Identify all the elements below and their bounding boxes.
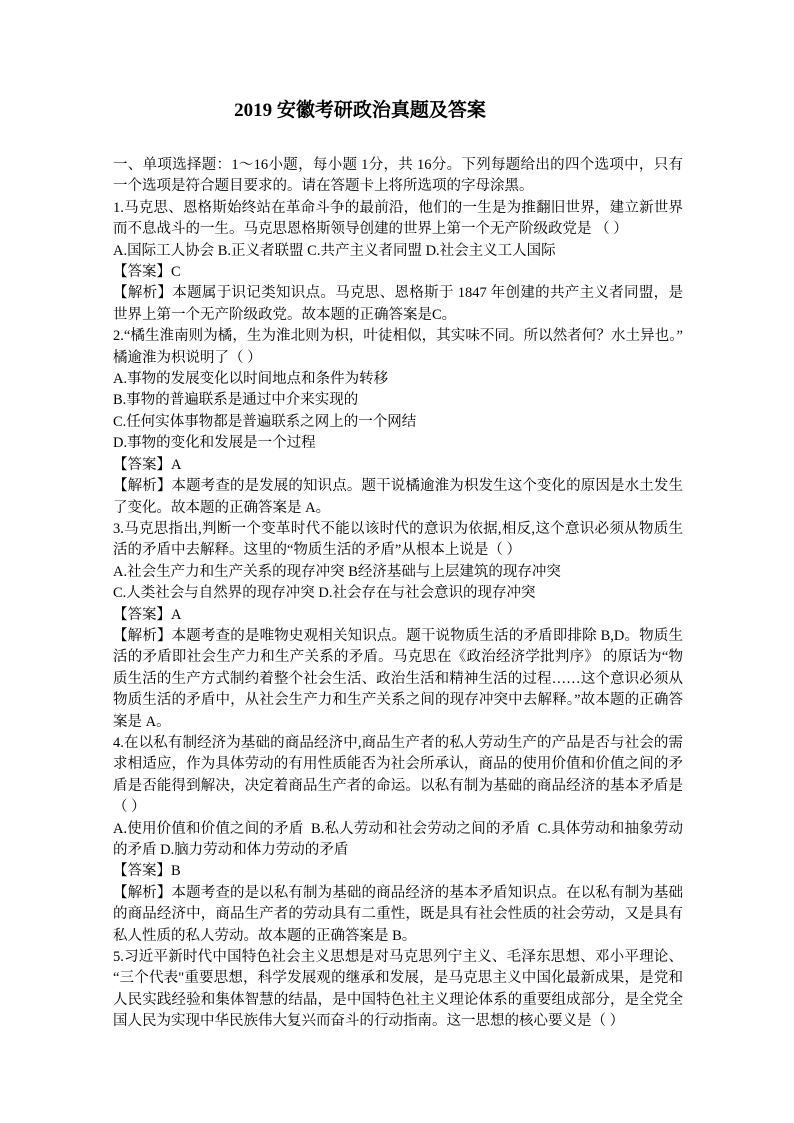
- question-2-analysis: 【解析】本题考查的是发展的知识点。题干说橘逾淮为枳发生这个变化的原因是水土发生了变化。故本题的正确答案是 A。: [113, 478, 683, 516]
- question-2-option-b: B.事物的普遍联系是通过中介来实现的: [113, 392, 359, 409]
- question-2-option-d: D.事物的变化和发展是一个过程: [113, 435, 316, 452]
- document-body: [113, 155, 687, 1033]
- question-block-5: [113, 947, 683, 1033]
- question-2-option-c: C.任何实体事物都是普遍联系之网上的一个网结: [113, 413, 417, 430]
- question-1-answer: 【答案】C: [113, 264, 181, 281]
- question-2-option-a: A.事物的发展变化以时间地点和条件为转移: [113, 371, 389, 388]
- question-block-2: [113, 326, 683, 519]
- question-4-analysis: 【解析】本题考查的是以私有制为基础的商品经济的基本矛盾知识点。在以私有制为基础的商品经济中，商品生产者的劳动具有二重性，既是具有社会性质的社会劳动，又是具有私人性质的私人劳动。故本题的正确答案是 B。: [113, 884, 683, 944]
- question-3-options-line-cd: C.人类社会与自然界的现存冲突 D.社会存在与社会意识的现存冲突: [113, 585, 536, 602]
- question-5-stem: 5.习近平新时代中国特色社会主义思想是对马克思列宁主义、毛泽东思想、邓小平理论、“三个代表"重要思想，科学发展观的继承和发展，是马克思主义中国化最新成果，是党和人民实践经验和集体智慧的结晶，是中国特色社主义理论体系的重要组成部分，是全党全国人民为实现中华民族伟大复兴而奋斗的行动指南。这一思想的核心要义是（ ）: [113, 949, 683, 1030]
- question-block-3: [113, 519, 683, 733]
- question-2-stem: 2.“橘生淮南则为橘，生为淮北则为枳，叶徒相似，其实味不同。所以然者何？水土异也。”橘逾淮为枳说明了（ ）: [113, 328, 683, 366]
- question-1-stem: 1.马克思、恩格斯始终站在革命斗争的最前沿，他们的一生是为推翻旧世界，建立新世界而不息战斗的一生。马克思恩格斯领导创建的世界上第一个无产阶级政党是 （ ）: [113, 199, 683, 238]
- question-3-stem: 3.马克思指出,判断一个变革时代不能以该时代的意识为依据,相反,这个意识必须从物质生活的矛盾中去解释。这里的“物质生活的矛盾”从根本上说是（ ）: [113, 520, 683, 559]
- page-title: 2019 安徽考研政治真题及答案: [234, 100, 486, 121]
- question-1-options-line: A.国际工人协会 B.正义者联盟 C.共产主义者同盟 D.社会主义工人国际: [113, 242, 556, 259]
- question-3-options-line-ab: A.社会生产力和生产关系的现存冲突 B经济基础与上层建筑的现存冲突: [113, 563, 561, 580]
- question-4-answer: 【答案】B: [113, 863, 181, 880]
- question-4-stem: 4.在以私有制经济为基础的商品经济中,商品生产者的私人劳动生产的产品是否与社会的需求相适应，作为具体劳动的有用性质能否为社会所承认，商品的使用价值和价值之间的矛盾是否能得到解决，决定着商品生产者的命运。以私有制为基础的商品经济的基本矛盾是 （ ）: [113, 734, 687, 816]
- section-heading: 一、单项选择题：1～16小题，每小题 1分，共 16分。下列每题给出的四个选项中，只有一个选项是符合题目要求的。请在答题卡上将所选项的字母涂黑。: [113, 157, 683, 195]
- question-block-4: [113, 733, 687, 947]
- question-3-answer: 【答案】A: [113, 606, 182, 623]
- question-3-analysis: 【解析】本题考查的是唯物史观相关知识点。题干说物质生活的矛盾即排除 B,D。物质生活的矛盾即社会生产力和生产关系的矛盾。马克思在《政治经济学批判序》 的原话为“物质生活的生产方式制约着整个社会生活、政治生活和精神生活的过程……这个意识必须从物质生活的矛盾中，从社会生产力和生产关系之间的现存冲突中去解释。”故本题的正确答案是 A。: [113, 627, 683, 730]
- question-4-options-line: A.使用价值和价值之间的矛盾 B.私人劳动和社会劳动之间的矛盾 C.具体劳动和抽象劳动的矛盾 D.脑力劳动和体力劳动的矛盾: [113, 820, 683, 858]
- question-block-1: [113, 198, 683, 326]
- question-2-answer: 【答案】A: [113, 456, 182, 473]
- question-1-analysis: 【解析】本题属于识记类知识点。马克思、恩格斯于 1847 年创建的共产主义者同盟，是世界上第一个无产阶级政党。故本题的正确答案是C。: [113, 285, 683, 323]
